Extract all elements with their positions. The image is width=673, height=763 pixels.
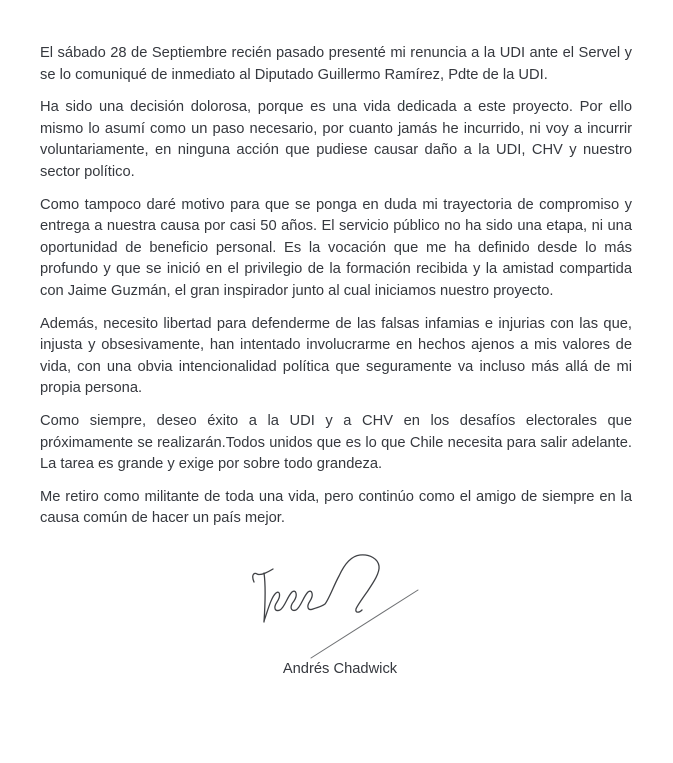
handwritten-signature-image <box>240 541 440 661</box>
paragraph-6: Me retiro como militante de toda una vida, pero continúo como el amigo de siempre en la causa común de hacer un país mejor. <box>40 488 632 527</box>
paragraph-3: Como tampoco daré motivo para que se ponga en duda mi trayectoria de compromiso y entrega a nuestra causa por casi 50 años. El servicio público no ha sido una etapa, ni una oportunidad de beneficio personal. Es la vocación que me ha definido desde lo más profundo y que se inició en el privilegio de la formación recibida y la amistad compartida con Jaime Guzmán, el gran inspirador junto al cual iniciamos nuestro proyecto. <box>40 196 632 299</box>
paragraph-2: Ha sido una decisión dolorosa, porque es una vida dedicada a este proyecto. Por ello mismo lo asumí como un paso necesario, por cuanto jamás he incurrido, ni voy a incurrir voluntariamente, en ninguna acción que pudiese causar daño a la UDI, CHV y nuestro sector político. <box>40 99 632 180</box>
signature-name: Andrés Chadwick <box>282 660 398 677</box>
signature-block <box>240 541 440 680</box>
paragraph-1: El sábado 28 de Septiembre recién pasado presenté mi renuncia a la UDI ante el Servel y se lo comuniqué de inmediato al Diputado Guillermo Ramírez, Pdte de la UDI. <box>40 45 632 83</box>
paragraph-5: Como siempre, deseo éxito a la UDI y a CHV en los desafíos electorales que próximamente se realizarán.Todos unidos que es lo que Chile necesita para salir adelante. La tarea es grande y exige por sobre todo grandeza. <box>40 412 632 473</box>
paragraph-4: Además, necesito libertad para defenderme de las falsas infamias e injurias con las que, injusta y obsesivamente, han intentado involucrarme en hechos ajenos a mis valores de vida, con una obvia intencionalidad política que seguramente va incluso más allá de mi propia persona. <box>40 315 632 397</box>
